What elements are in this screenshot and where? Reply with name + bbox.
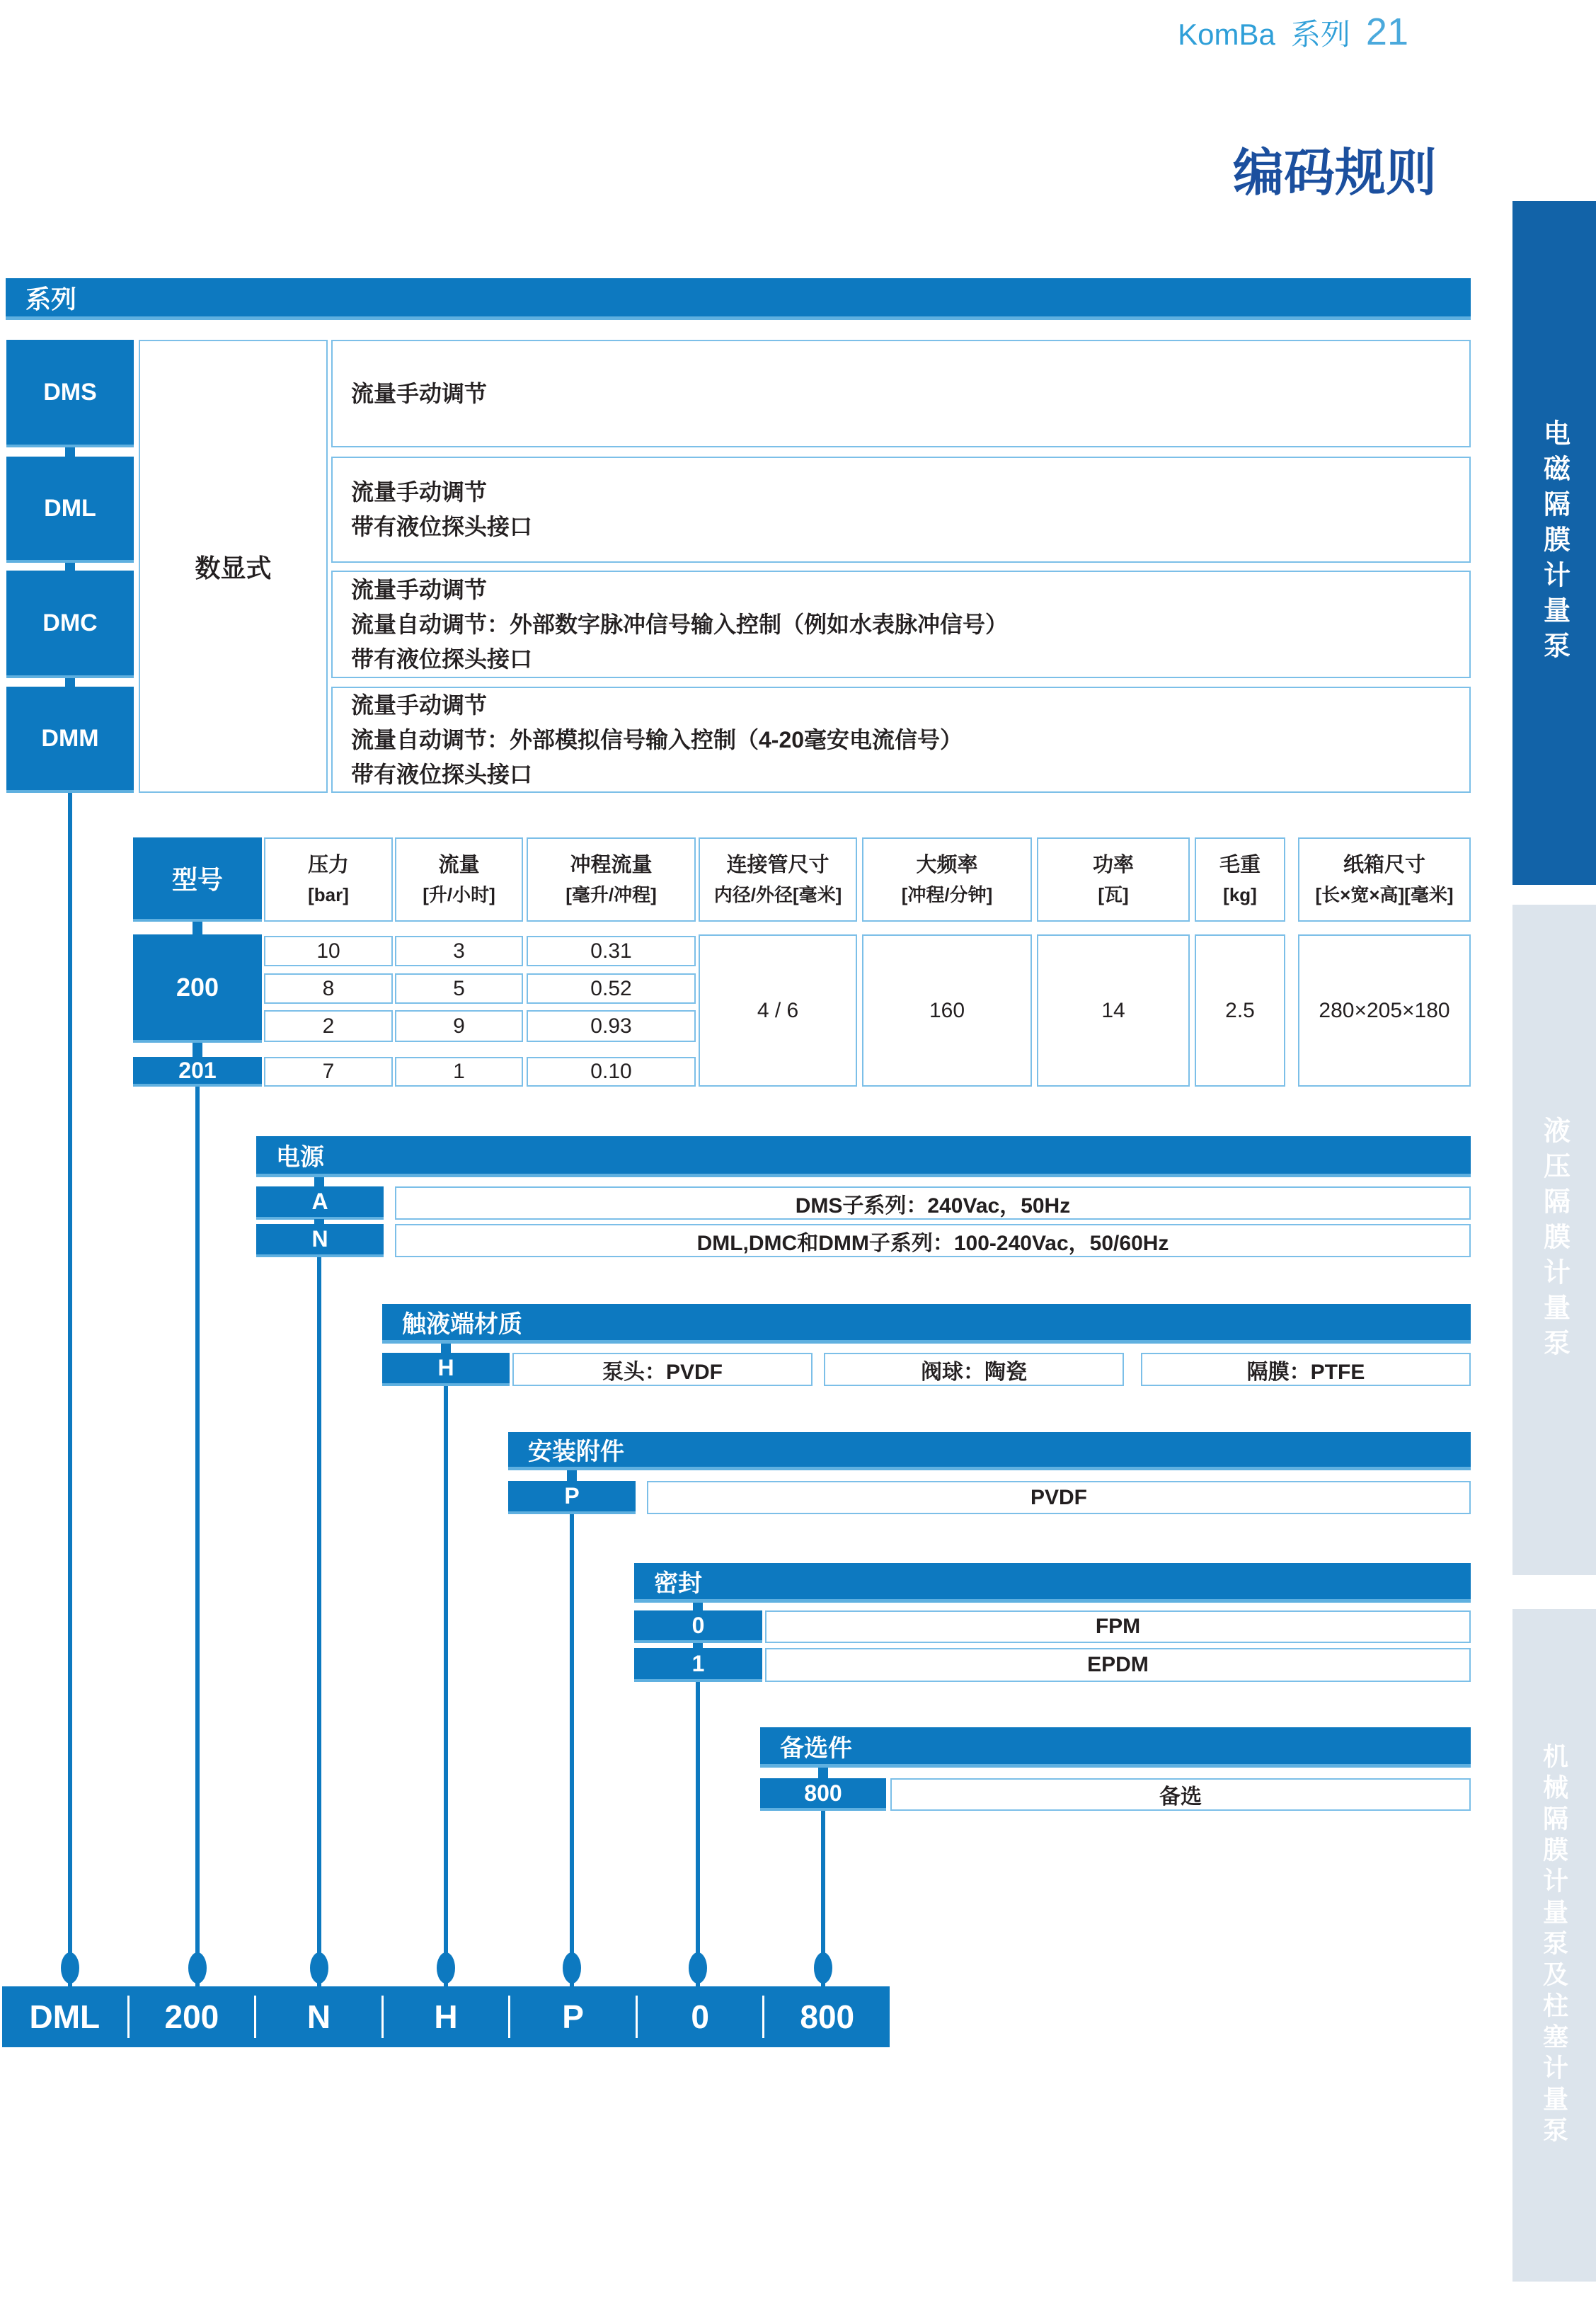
table-cell: 0.93	[527, 1010, 696, 1042]
code-segment: 200	[164, 1998, 219, 2035]
table-span-power: 14	[1037, 934, 1190, 1087]
connector-dot	[437, 1952, 455, 1984]
seal-desc-epdm: EPDM	[765, 1648, 1471, 1682]
connector-dot	[563, 1952, 581, 1984]
seal-desc-fpm: FPM	[765, 1610, 1471, 1643]
series-code-label: DMC	[42, 609, 98, 636]
th-line: 冲程流量	[570, 853, 653, 876]
power-code-a	[256, 1186, 384, 1220]
table-header-stroke-volume	[527, 837, 696, 922]
series-code-dmc	[6, 571, 134, 678]
table-connector	[193, 922, 202, 934]
connector-dot	[188, 1952, 207, 1984]
power-connector	[314, 1177, 324, 1186]
th-line: [冲程/分钟]	[901, 883, 993, 905]
spine-seal	[696, 1682, 700, 1986]
series-desc-dmm	[331, 687, 1471, 793]
desc-line: 流量手动调节	[351, 479, 488, 505]
desc-line: 带有液位探头接口	[351, 761, 533, 787]
table-cell: 9	[395, 1010, 523, 1042]
series-code-dml	[6, 457, 134, 563]
code-segment: H	[434, 1998, 458, 2035]
mounting-connector	[567, 1470, 577, 1481]
power-desc-n: DML,DMC和DMM子系列：100-240Vac，50/60Hz	[395, 1224, 1471, 1257]
seal-connector	[693, 1643, 703, 1648]
table-span-frequency: 160	[862, 934, 1032, 1087]
mounting-section-bar	[508, 1432, 1471, 1470]
sidebar-tab-mechanical-diaphragm-plunger-pumps: 机械隔膜计量泵及柱塞计量泵	[1512, 1609, 1596, 2282]
optional-connector	[818, 1768, 828, 1778]
series-connector	[65, 678, 75, 687]
page-number: 21	[1365, 11, 1408, 53]
code-segment: DML	[29, 1998, 101, 2035]
material-connector	[441, 1344, 451, 1353]
model-code-bar	[2, 1986, 890, 2047]
sidebar-tab-solenoid-diaphragm-pumps: 电磁隔膜计量泵	[1512, 201, 1596, 885]
th-line: [bar]	[308, 883, 349, 905]
table-header-carton-size	[1298, 837, 1471, 922]
table-cell: 0.52	[527, 973, 696, 1004]
desc-line: 带有液位探头接口	[351, 514, 533, 539]
seal-code-1	[634, 1648, 762, 1682]
material-section-bar	[382, 1304, 1471, 1344]
table-cell: 8	[264, 973, 393, 1004]
power-section-bar	[256, 1136, 1471, 1177]
table-span-weight: 2.5	[1195, 934, 1285, 1087]
spine-material	[444, 1386, 448, 1986]
th-line: 大频率	[916, 853, 978, 876]
optional-code-label: 800	[804, 1780, 842, 1806]
material-cell-diaphragm: 隔膜：PTFE	[1141, 1353, 1471, 1386]
series-desc-dms	[331, 340, 1471, 447]
page-header	[1178, 10, 1408, 54]
mounting-code-label: P	[564, 1483, 580, 1509]
table-header-pipe-size	[699, 837, 857, 922]
series-connector	[65, 447, 75, 457]
connector-dot	[61, 1952, 79, 1984]
brand-name: KomBa	[1178, 18, 1275, 51]
brand-series-word: 系列	[1290, 18, 1350, 51]
desc-line: 流量自动调节：外部数字脉冲信号输入控制（例如水表脉冲信号）	[351, 611, 1009, 637]
th-line: [kg]	[1223, 883, 1257, 905]
material-code-label: H	[437, 1355, 454, 1380]
table-cell: 7	[264, 1057, 393, 1087]
optional-code-800	[760, 1778, 886, 1811]
desc-line: 流量手动调节	[351, 576, 488, 602]
th-line: [升/小时]	[423, 883, 495, 905]
sidebar-tab-hydraulic-diaphragm-pumps: 液压隔膜计量泵	[1512, 905, 1596, 1575]
seal-connector	[693, 1603, 703, 1610]
power-code-label: N	[311, 1226, 328, 1252]
optional-desc: 备选	[890, 1778, 1471, 1811]
optional-section-bar	[760, 1727, 1471, 1768]
table-header-flow	[395, 837, 523, 922]
series-connector	[65, 563, 75, 571]
display-type-label: 数显式	[195, 553, 272, 583]
power-connector	[314, 1219, 324, 1224]
th-line: [毫升/冲程]	[566, 883, 657, 905]
seal-section-bar	[634, 1563, 1471, 1603]
series-code-label: DML	[44, 494, 96, 522]
th-line: [瓦]	[1098, 883, 1129, 905]
table-model-200	[133, 934, 262, 1043]
seal-code-0	[634, 1610, 762, 1643]
code-segment: N	[306, 1998, 331, 2035]
th-line: [长×宽×高][毫米]	[1315, 883, 1454, 905]
table-header-max-frequency	[862, 837, 1032, 922]
model-code-label: 201	[178, 1057, 217, 1083]
table-header-weight	[1195, 837, 1285, 922]
material-cell-valve-ball: 阀球：陶瓷	[824, 1353, 1124, 1386]
th-line: 连接管尺寸	[726, 853, 829, 876]
series-code-label: DMM	[41, 724, 99, 752]
table-cell: 2	[264, 1010, 393, 1042]
series-desc-dmc	[331, 571, 1471, 678]
material-cell-pump-head: 泵头：PVDF	[512, 1353, 813, 1386]
model-code-label: 200	[176, 972, 219, 1002]
power-desc-a: DMS子系列：240Vac，50Hz	[395, 1186, 1471, 1220]
table-connector	[193, 1043, 202, 1057]
display-type-box	[139, 340, 328, 793]
power-bar-label: 电源	[276, 1144, 324, 1171]
table-cell: 1	[395, 1057, 523, 1087]
code-segment: P	[562, 1998, 584, 2035]
mounting-bar-label: 安装附件	[528, 1438, 624, 1465]
connector-dot	[814, 1952, 832, 1984]
series-section-bar	[6, 278, 1471, 320]
spine-series	[68, 793, 72, 1986]
seal-bar-label: 密封	[654, 1570, 702, 1597]
table-span-pipe-size: 4 / 6	[699, 934, 857, 1087]
th-line: 压力	[307, 853, 349, 876]
table-header-power	[1037, 837, 1190, 922]
th-line: 毛重	[1219, 853, 1261, 876]
desc-line: 流量自动调节：外部模拟信号输入控制（4-20毫安电流信号）	[351, 726, 963, 752]
spine-model	[195, 1087, 200, 1986]
power-code-label: A	[311, 1189, 328, 1214]
th-line: 流量	[438, 853, 480, 876]
page-title: 编码规则	[1232, 145, 1437, 202]
desc-line: 流量手动调节	[351, 380, 488, 406]
code-segment: 0	[691, 1998, 709, 2035]
th-line: 内径/外径[毫米]	[713, 883, 842, 905]
table-span-carton: 280×205×180	[1298, 934, 1471, 1087]
spine-power	[317, 1257, 321, 1986]
optional-bar-label: 备选件	[780, 1734, 852, 1762]
model-header-label: 型号	[171, 865, 223, 894]
material-bar-label: 触液端材质	[402, 1311, 522, 1338]
connector-dot	[689, 1952, 707, 1984]
seal-code-label: 1	[691, 1650, 705, 1676]
desc-line: 带有液位探头接口	[351, 646, 533, 672]
spine-mounting	[570, 1514, 574, 1986]
mounting-code-p	[508, 1481, 636, 1514]
connector-dot	[310, 1952, 328, 1984]
table-model-header	[133, 837, 262, 922]
seal-code-label: 0	[691, 1612, 705, 1638]
mounting-desc: PVDF	[647, 1481, 1471, 1514]
table-cell: 10	[264, 936, 393, 966]
series-bar-label: 系列	[25, 284, 77, 314]
series-code-dms	[6, 340, 134, 447]
code-segment: 800	[800, 1998, 855, 2035]
desc-line: 流量手动调节	[351, 692, 488, 718]
series-code-dmm	[6, 687, 134, 793]
table-cell: 5	[395, 973, 523, 1004]
th-line: 纸箱尺寸	[1343, 853, 1425, 876]
table-cell: 0.10	[527, 1057, 696, 1087]
series-code-label: DMS	[43, 378, 97, 406]
power-code-n	[256, 1224, 384, 1257]
table-cell: 0.31	[527, 936, 696, 966]
table-cell: 3	[395, 936, 523, 966]
material-code-h	[382, 1353, 510, 1386]
table-model-201	[133, 1057, 262, 1087]
th-line: 功率	[1092, 853, 1134, 876]
series-desc-dml	[331, 457, 1471, 563]
table-header-pressure	[264, 837, 393, 922]
